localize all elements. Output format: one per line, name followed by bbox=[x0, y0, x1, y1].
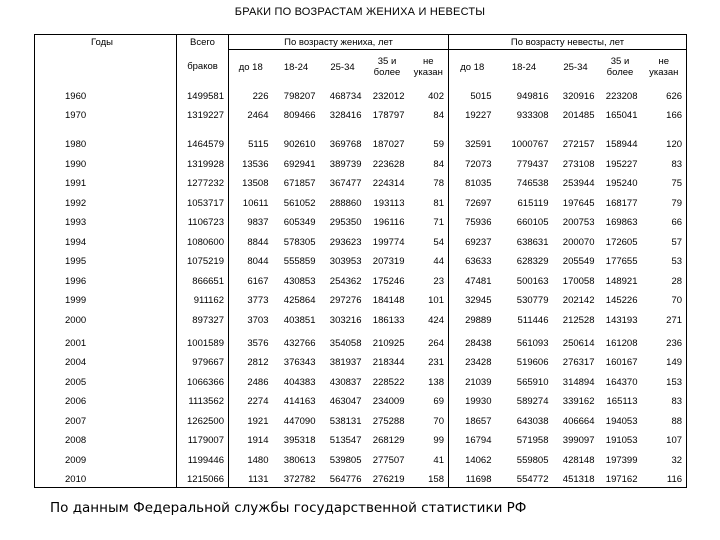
bride-cell: 72697 bbox=[449, 191, 496, 211]
table-row bbox=[35, 269, 687, 289]
groom-cell: 210925 bbox=[372, 337, 405, 349]
groom-cell: 2274 bbox=[229, 390, 273, 410]
total-cell: 911162 bbox=[177, 289, 229, 309]
groom-cell: 1914 bbox=[229, 429, 273, 449]
groom-cell: 9837 bbox=[229, 211, 273, 231]
bride-cell: 276317 bbox=[562, 357, 595, 368]
bride-cell: 16794 bbox=[449, 429, 496, 449]
bride-cell: 47481 bbox=[449, 269, 496, 289]
table-row bbox=[35, 104, 687, 124]
groom-cell: 207319 bbox=[372, 256, 405, 267]
bride-cell: 83 bbox=[642, 152, 687, 172]
groom-cell: 196116 bbox=[373, 217, 405, 228]
header-bride-group: По возрасту невесты, лет bbox=[449, 35, 687, 50]
groom-cell: 432766 bbox=[283, 337, 316, 349]
groom-cell: 254362 bbox=[329, 275, 362, 287]
bride-cell: 559805 bbox=[516, 454, 549, 466]
bride-cell: 272157 bbox=[562, 139, 595, 150]
bride-cell: 250614 bbox=[562, 337, 595, 349]
bride-cell: 779437 bbox=[516, 158, 549, 170]
groom-cell: 2464 bbox=[229, 104, 273, 124]
bride-cell: 615119 bbox=[517, 197, 549, 209]
header-bride-age: 35 и более bbox=[606, 56, 634, 78]
groom-cell: 223628 bbox=[372, 158, 405, 170]
year-cell: 2008 bbox=[35, 429, 177, 449]
groom-cell: 539805 bbox=[329, 454, 362, 466]
groom-cell: 538131 bbox=[329, 415, 362, 427]
groom-cell: 513547 bbox=[329, 435, 362, 446]
groom-cell: 578305 bbox=[283, 236, 316, 248]
bride-cell: 314894 bbox=[562, 376, 595, 388]
groom-cell: 3773 bbox=[229, 289, 273, 309]
groom-cell: 199774 bbox=[372, 236, 405, 248]
bride-cell: 500163 bbox=[516, 275, 549, 287]
groom-cell: 13508 bbox=[229, 172, 273, 192]
bride-cell: 32945 bbox=[449, 289, 496, 309]
groom-cell: 425864 bbox=[283, 295, 316, 306]
groom-cell: 224314 bbox=[372, 178, 405, 189]
groom-cell: 1921 bbox=[229, 409, 273, 429]
bride-cell: 143193 bbox=[605, 314, 638, 326]
bride-cell: 57 bbox=[642, 230, 687, 250]
year-cell: 1980 bbox=[35, 123, 177, 152]
bride-cell: 79 bbox=[642, 191, 687, 211]
groom-cell: 101 bbox=[428, 295, 444, 306]
bride-cell: 638631 bbox=[516, 236, 549, 248]
bride-cell: 451318 bbox=[553, 468, 599, 488]
groom-cell: 277507 bbox=[372, 454, 405, 466]
bride-cell: 339162 bbox=[562, 396, 595, 407]
groom-cell: 6167 bbox=[229, 269, 273, 289]
bride-cell: 177655 bbox=[605, 256, 638, 267]
year-cell: 2010 bbox=[35, 468, 177, 488]
groom-cell: 268129 bbox=[372, 435, 405, 446]
groom-cell: 3576 bbox=[229, 328, 273, 351]
groom-cell: 84 bbox=[433, 158, 444, 170]
groom-cell: 178797 bbox=[372, 110, 405, 121]
groom-cell: 605349 bbox=[283, 217, 316, 228]
groom-cell: 468734 bbox=[329, 90, 362, 102]
bride-cell: 149 bbox=[642, 351, 687, 371]
groom-cell: 798207 bbox=[283, 90, 316, 102]
bride-cell: 1000767 bbox=[511, 139, 549, 150]
groom-cell: 234009 bbox=[372, 396, 405, 407]
total-cell: 1001589 bbox=[177, 328, 229, 351]
table-row bbox=[35, 409, 687, 429]
groom-cell: 193113 bbox=[373, 197, 405, 209]
bride-cell: 511446 bbox=[517, 314, 549, 326]
groom-cell: 303216 bbox=[329, 314, 362, 326]
year-cell: 2006 bbox=[35, 390, 177, 410]
header-groom-age: не указан bbox=[413, 56, 443, 78]
total-cell: 1053717 bbox=[177, 191, 229, 211]
groom-cell: 275288 bbox=[372, 415, 405, 427]
table-row bbox=[35, 230, 687, 250]
page-title: БРАКИ ПО ВОЗРАСТАМ ЖЕНИХА И НЕВЕСТЫ bbox=[234, 6, 486, 18]
bride-cell: 399097 bbox=[562, 435, 595, 446]
bride-cell: 28438 bbox=[449, 328, 496, 351]
year-cell: 1970 bbox=[35, 104, 177, 124]
groom-cell: 44 bbox=[433, 256, 444, 267]
bride-cell: 205549 bbox=[562, 256, 595, 267]
total-cell: 1262500 bbox=[177, 409, 229, 429]
bride-cell: 11698 bbox=[449, 468, 496, 488]
bride-cell: 158944 bbox=[605, 139, 638, 150]
total-cell: 1319928 bbox=[177, 152, 229, 172]
bride-cell: 164370 bbox=[605, 376, 638, 388]
table-body bbox=[35, 84, 687, 488]
bride-cell: 561093 bbox=[516, 337, 549, 349]
total-cell: 1075219 bbox=[177, 250, 229, 270]
table-row bbox=[35, 448, 687, 468]
bride-cell: 19227 bbox=[449, 104, 496, 124]
groom-cell: 2812 bbox=[229, 351, 273, 371]
table-row bbox=[35, 308, 687, 328]
bride-cell: 145226 bbox=[605, 295, 638, 306]
bride-cell: 23428 bbox=[449, 351, 496, 371]
total-cell: 897327 bbox=[177, 308, 229, 328]
year-cell: 1992 bbox=[35, 191, 177, 211]
groom-cell: 70 bbox=[433, 415, 444, 427]
bride-cell: 200753 bbox=[562, 217, 595, 228]
bride-cell: 530779 bbox=[516, 295, 549, 306]
groom-cell: 403851 bbox=[283, 314, 316, 326]
bride-cell: 170058 bbox=[562, 275, 595, 287]
groom-cell: 138 bbox=[428, 376, 444, 388]
bride-cell: 223208 bbox=[605, 90, 638, 102]
bride-cell: 197399 bbox=[605, 454, 638, 466]
groom-cell: 380613 bbox=[283, 454, 316, 466]
bride-cell: 83 bbox=[642, 390, 687, 410]
bride-cell: 169863 bbox=[605, 217, 638, 228]
header-bride-age: 25-34 bbox=[563, 61, 588, 73]
total-cell: 1066366 bbox=[177, 370, 229, 390]
bride-cell: 165113 bbox=[606, 396, 638, 407]
bride-cell: 202142 bbox=[562, 295, 595, 306]
bride-cell: 253944 bbox=[562, 178, 595, 189]
bride-cell: 194053 bbox=[605, 415, 638, 427]
table-row bbox=[35, 370, 687, 390]
table-row bbox=[35, 250, 687, 270]
bride-cell: 271 bbox=[642, 308, 687, 328]
year-cell: 2001 bbox=[35, 328, 177, 351]
total-cell: 1179007 bbox=[177, 429, 229, 449]
groom-cell: 369768 bbox=[329, 139, 362, 150]
bride-cell: 236 bbox=[642, 328, 687, 351]
total-cell: 979667 bbox=[177, 351, 229, 371]
year-cell: 2009 bbox=[35, 448, 177, 468]
bride-cell: 120 bbox=[642, 123, 687, 152]
year-cell: 1995 bbox=[35, 250, 177, 270]
groom-cell: 376343 bbox=[283, 357, 316, 368]
groom-cell: 2486 bbox=[229, 370, 273, 390]
table-row bbox=[35, 123, 687, 152]
table-row bbox=[35, 328, 687, 351]
groom-cell: 264 bbox=[428, 337, 444, 349]
marriage-table bbox=[34, 34, 687, 488]
header-groom-age: 35 и более bbox=[373, 56, 401, 78]
groom-cell: 564776 bbox=[320, 468, 366, 488]
year-cell: 1960 bbox=[35, 84, 177, 104]
bride-cell: 195227 bbox=[605, 158, 638, 170]
bride-cell: 320916 bbox=[562, 90, 595, 102]
year-cell: 2000 bbox=[35, 308, 177, 328]
groom-cell: 226 bbox=[229, 84, 273, 104]
year-cell: 2004 bbox=[35, 351, 177, 371]
bride-cell: 14062 bbox=[449, 448, 496, 468]
bride-cell: 148921 bbox=[605, 275, 638, 287]
groom-cell: 186133 bbox=[372, 314, 405, 326]
bride-cell: 53 bbox=[642, 250, 687, 270]
year-cell: 1994 bbox=[35, 230, 177, 250]
bride-cell: 195240 bbox=[605, 178, 638, 189]
groom-cell: 389739 bbox=[329, 158, 362, 170]
groom-cell: 404383 bbox=[283, 376, 316, 388]
year-cell: 1999 bbox=[35, 289, 177, 309]
year-cell: 2005 bbox=[35, 370, 177, 390]
groom-cell: 447090 bbox=[283, 415, 316, 427]
groom-cell: 10611 bbox=[229, 191, 273, 211]
groom-cell: 297276 bbox=[329, 295, 362, 306]
bride-cell: 69237 bbox=[449, 230, 496, 250]
bride-cell: 201485 bbox=[562, 110, 595, 121]
bride-cell: 21039 bbox=[449, 370, 496, 390]
year-cell: 1991 bbox=[35, 172, 177, 192]
groom-cell: 1131 bbox=[229, 468, 273, 488]
header-groom-age: 25-34 bbox=[330, 61, 355, 73]
groom-cell: 561052 bbox=[283, 197, 316, 209]
groom-cell: 402 bbox=[428, 90, 444, 102]
groom-cell: 354058 bbox=[329, 337, 362, 349]
groom-cell: 84 bbox=[433, 110, 444, 121]
bride-cell: 933308 bbox=[516, 110, 549, 121]
bride-cell: 643038 bbox=[516, 415, 549, 427]
groom-cell: 555859 bbox=[283, 256, 316, 267]
total-cell: 1464579 bbox=[177, 123, 229, 152]
bride-cell: 428148 bbox=[562, 454, 595, 466]
bride-cell: 161208 bbox=[605, 337, 638, 349]
table-row bbox=[35, 172, 687, 192]
groom-cell: 54 bbox=[433, 236, 444, 248]
groom-cell: 59 bbox=[433, 139, 444, 150]
bride-cell: 200070 bbox=[562, 236, 595, 248]
header-total: Всего bbox=[177, 35, 229, 50]
groom-cell: 23 bbox=[433, 275, 444, 287]
groom-cell: 463047 bbox=[329, 396, 362, 407]
bride-cell: 949816 bbox=[516, 90, 549, 102]
bride-cell: 273108 bbox=[562, 158, 595, 170]
table-row bbox=[35, 289, 687, 309]
groom-cell: 288860 bbox=[329, 197, 362, 209]
bride-cell: 519606 bbox=[516, 357, 549, 368]
source-note: По данным Федеральной службы государственной статистики РФ bbox=[50, 500, 527, 516]
groom-cell: 381937 bbox=[329, 357, 362, 368]
groom-cell: 5115 bbox=[229, 123, 273, 152]
groom-cell: 41 bbox=[433, 454, 444, 466]
table-row bbox=[35, 390, 687, 410]
bride-cell: 589274 bbox=[516, 396, 549, 407]
groom-cell: 69 bbox=[433, 396, 444, 407]
bride-cell: 168177 bbox=[605, 197, 638, 209]
total-cell: 1319227 bbox=[177, 104, 229, 124]
bride-cell: 197645 bbox=[562, 197, 595, 209]
year-cell: 1990 bbox=[35, 152, 177, 172]
groom-cell: 372782 bbox=[273, 468, 320, 488]
bride-cell: 165041 bbox=[605, 110, 638, 121]
groom-cell: 175246 bbox=[372, 275, 405, 287]
groom-cell: 71 bbox=[433, 217, 444, 228]
groom-cell: 430853 bbox=[283, 275, 316, 287]
table-row bbox=[35, 351, 687, 371]
total-cell: 1080600 bbox=[177, 230, 229, 250]
groom-cell: 99 bbox=[433, 435, 444, 446]
groom-cell: 158 bbox=[409, 468, 449, 488]
bride-cell: 88 bbox=[642, 409, 687, 429]
total-cell: 1277232 bbox=[177, 172, 229, 192]
groom-cell: 228522 bbox=[372, 376, 405, 388]
bride-cell: 554772 bbox=[496, 468, 553, 488]
bride-cell: 212528 bbox=[562, 314, 595, 326]
bride-cell: 626 bbox=[642, 84, 687, 104]
year-cell: 1996 bbox=[35, 269, 177, 289]
table-row bbox=[35, 84, 687, 104]
bride-cell: 63633 bbox=[449, 250, 496, 270]
bride-cell: 660105 bbox=[516, 217, 549, 228]
table-row bbox=[35, 429, 687, 449]
total-cell: 1215066 bbox=[177, 468, 229, 488]
bride-cell: 66 bbox=[642, 211, 687, 231]
bride-cell: 116 bbox=[642, 468, 687, 488]
groom-cell: 395318 bbox=[283, 435, 316, 446]
groom-cell: 81 bbox=[433, 197, 444, 209]
groom-cell: 3703 bbox=[229, 308, 273, 328]
bride-cell: 160167 bbox=[605, 357, 638, 368]
total-cell: 1106723 bbox=[177, 211, 229, 231]
bride-cell: 19930 bbox=[449, 390, 496, 410]
table-row bbox=[35, 211, 687, 231]
header-groom-age: до 18 bbox=[229, 50, 273, 85]
groom-cell: 184148 bbox=[372, 295, 405, 306]
header-bride-age: не указан bbox=[642, 50, 687, 85]
bride-cell: 191053 bbox=[605, 435, 638, 446]
groom-cell: 902610 bbox=[283, 139, 316, 150]
groom-cell: 367477 bbox=[329, 178, 362, 189]
bride-cell: 166 bbox=[642, 104, 687, 124]
groom-cell: 78 bbox=[433, 178, 444, 189]
table-row bbox=[35, 468, 687, 488]
total-cell: 866651 bbox=[177, 269, 229, 289]
groom-cell: 295350 bbox=[329, 217, 362, 228]
bride-cell: 153 bbox=[642, 370, 687, 390]
groom-cell: 424 bbox=[428, 314, 444, 326]
total-cell: 1113562 bbox=[177, 390, 229, 410]
bride-cell: 32 bbox=[642, 448, 687, 468]
groom-cell: 232012 bbox=[372, 90, 405, 102]
bride-cell: 28 bbox=[642, 269, 687, 289]
bride-cell: 5015 bbox=[449, 84, 496, 104]
groom-cell: 328416 bbox=[329, 110, 362, 121]
groom-cell: 8844 bbox=[229, 230, 273, 250]
bride-cell: 18657 bbox=[449, 409, 496, 429]
groom-cell: 293623 bbox=[329, 236, 362, 248]
groom-cell: 671857 bbox=[283, 178, 316, 189]
bride-cell: 75936 bbox=[449, 211, 496, 231]
bride-cell: 32591 bbox=[449, 123, 496, 152]
header-bride-age: 18-24 bbox=[511, 61, 537, 73]
bride-cell: 197162 bbox=[599, 468, 642, 488]
bride-cell: 565910 bbox=[516, 376, 549, 388]
groom-cell: 276219 bbox=[366, 468, 409, 488]
bride-cell: 746538 bbox=[516, 178, 549, 189]
bride-cell: 29889 bbox=[449, 308, 496, 328]
groom-cell: 430837 bbox=[329, 376, 362, 388]
header-groom-group: По возрасту жениха, лет bbox=[229, 35, 449, 50]
groom-cell: 187027 bbox=[372, 139, 405, 150]
total-cell: 1199446 bbox=[177, 448, 229, 468]
groom-cell: 303953 bbox=[329, 256, 362, 267]
groom-cell: 1480 bbox=[229, 448, 273, 468]
bride-cell: 70 bbox=[642, 289, 687, 309]
bride-cell: 107 bbox=[642, 429, 687, 449]
bride-cell: 75 bbox=[642, 172, 687, 192]
header-groom-age: 18-24 bbox=[283, 61, 309, 73]
bride-cell: 406664 bbox=[562, 415, 595, 427]
bride-cell: 172605 bbox=[605, 236, 638, 248]
groom-cell: 8044 bbox=[229, 250, 273, 270]
groom-cell: 809466 bbox=[283, 110, 316, 121]
year-cell: 2007 bbox=[35, 409, 177, 429]
table-row bbox=[35, 191, 687, 211]
header-bride-age: до 18 bbox=[449, 50, 496, 85]
bride-cell: 571958 bbox=[516, 435, 549, 446]
header-years: Годы bbox=[35, 35, 177, 50]
total-cell: 1499581 bbox=[177, 84, 229, 104]
groom-cell: 218344 bbox=[372, 357, 405, 368]
groom-cell: 13536 bbox=[229, 152, 273, 172]
bride-cell: 72073 bbox=[449, 152, 496, 172]
header-total-line2: браков bbox=[177, 50, 229, 85]
bride-cell: 81035 bbox=[449, 172, 496, 192]
bride-cell: 628329 bbox=[516, 256, 549, 267]
groom-cell: 231 bbox=[428, 357, 444, 368]
groom-cell: 692941 bbox=[283, 158, 316, 170]
year-cell: 1993 bbox=[35, 211, 177, 231]
groom-cell: 414163 bbox=[283, 396, 316, 407]
table-row bbox=[35, 152, 687, 172]
